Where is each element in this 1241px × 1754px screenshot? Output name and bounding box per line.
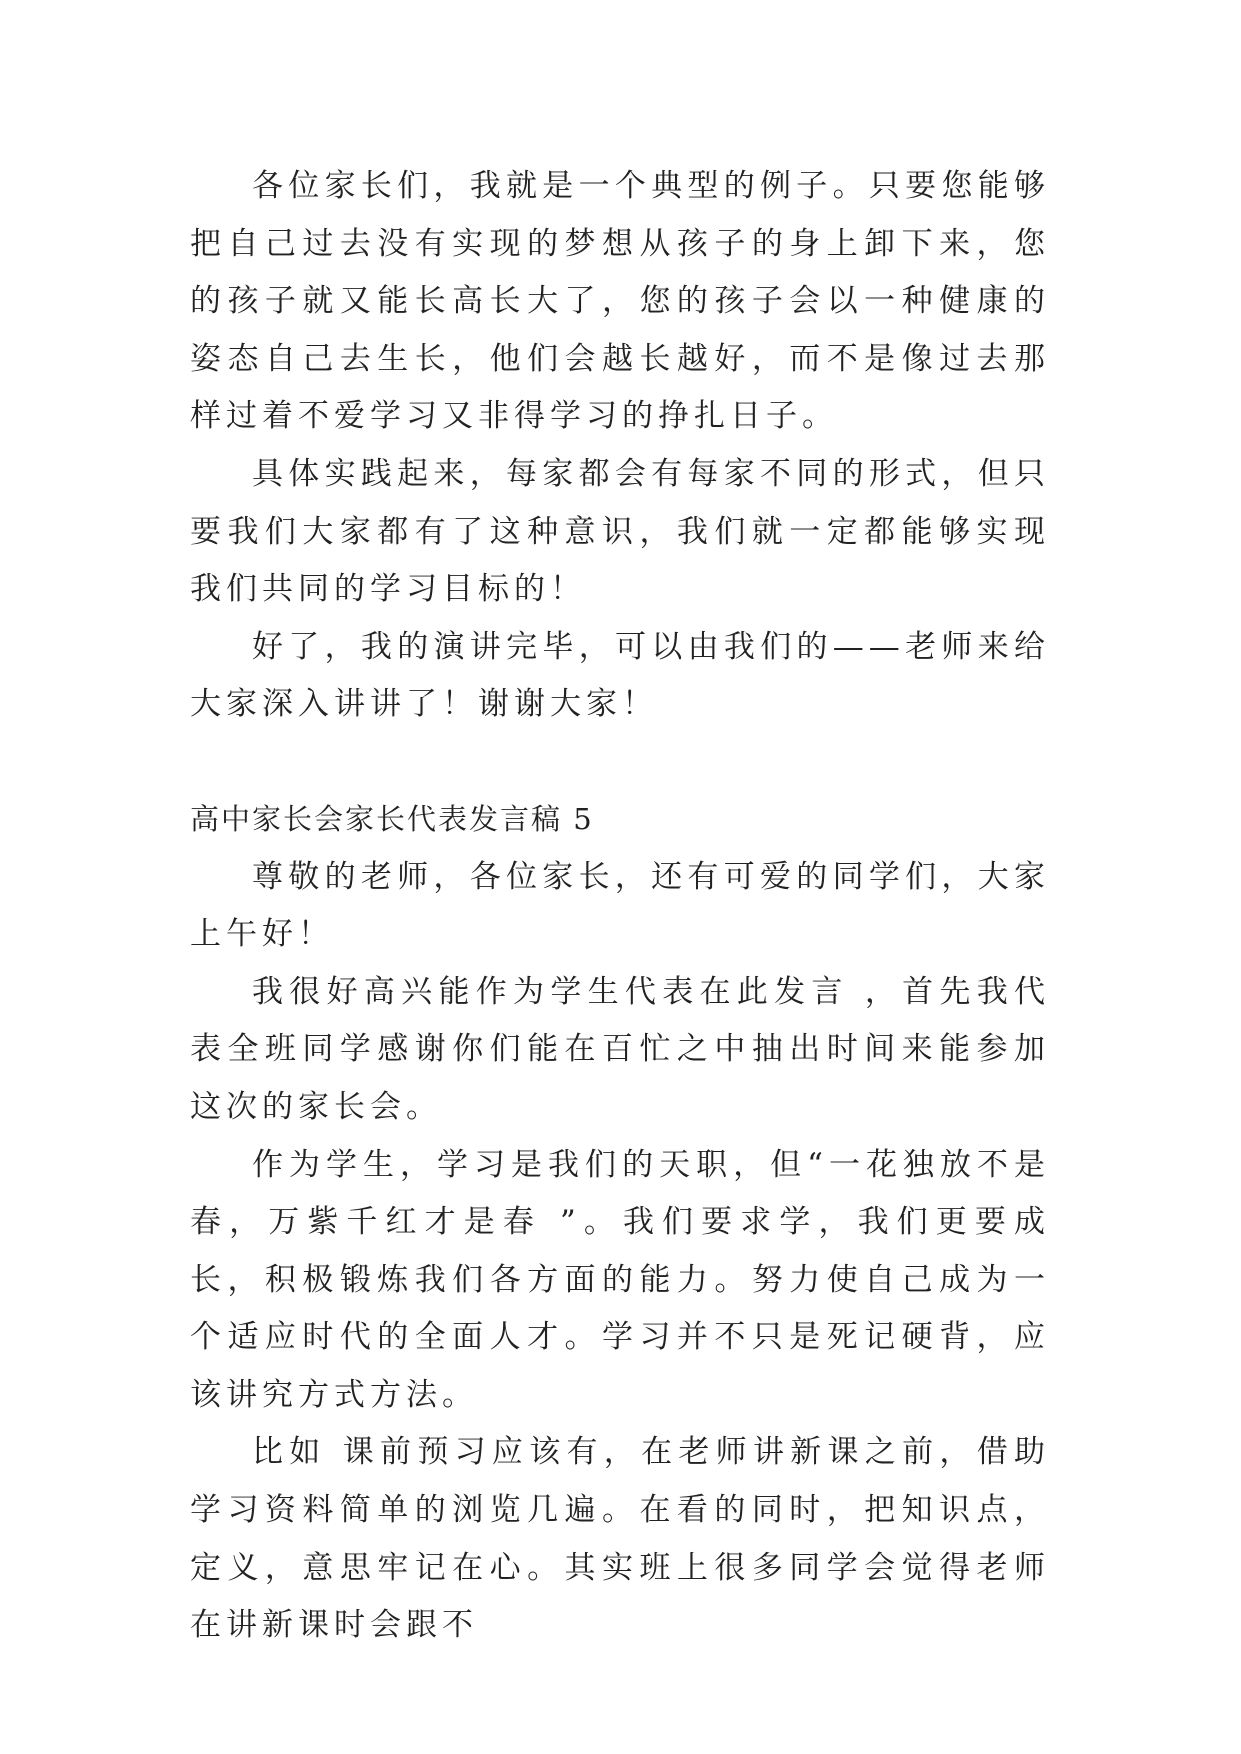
paragraph-greeting: 尊敬的老师，各位家长，还有可爱的同学们，大家上午好！: [190, 858, 1050, 953]
document-body: [190, 158, 1050, 1655]
paragraph-preview: 比如 课前预习应该有，在老师讲新课之前，借助学习资料简单的浏览几遍。在看的同时，把知识点，定义，意思牢记在心。其实班上很多同学会觉得老师在讲新课时会跟不: [190, 1434, 1050, 1644]
paragraph-example: 各位家长们，我就是一个典型的例子。只要您能够把自己过去没有实现的梦想从孩子的身上卸下来，您的孩子就又能长高长大了，您的孩子会以一种健康的姿态自己去生长，他们会越长越好，而不是像过去那样过着不爱学习又非得学习的挣扎日子。: [190, 168, 1050, 435]
section-gap: [190, 734, 1050, 791]
paragraph-thanks: 我很好高兴能作为学生代表在此发言 ，首先我代表全班同学感谢你们能在百忙之中抽出时间来能参加这次的家长会。: [190, 973, 1050, 1125]
paragraph-practice: 具体实践起来，每家都会有每家不同的形式，但只要我们大家都有了这种意识，我们就一定都能够实现我们共同的学习目标的！: [190, 455, 1050, 608]
section-title: 高中家长会家长代表发言稿 5: [190, 801, 594, 836]
paragraph-study-duty: 作为学生，学习是我们的天职，但“一花独放不是春，万紫千红才是春 ”。我们要求学，我们更要成长，积极锻炼我们各方面的能力。努力使自己成为一个适应时代的全面人才。学习并不只是死记硬背，应该讲究方式方法。: [190, 1146, 1050, 1413]
paragraph-closing: 好了，我的演讲完毕，可以由我们的——老师来给大家深入讲讲了！谢谢大家！: [190, 628, 1050, 723]
